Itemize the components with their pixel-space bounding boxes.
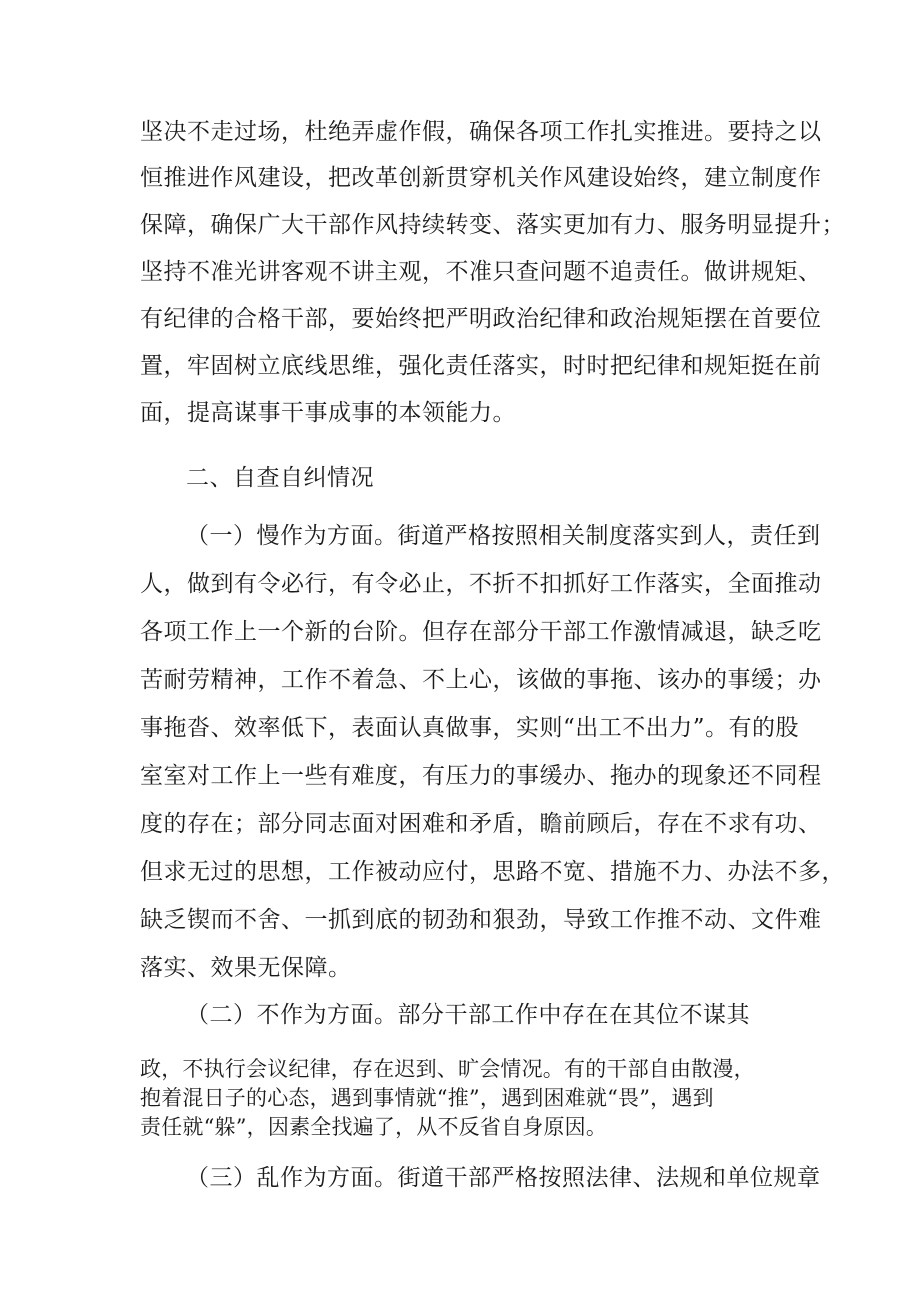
text-line: 但求无过的思想，工作被动应付，思路不宽、措施不力、办法不多， — [140, 859, 845, 885]
text-line: 缺乏锲而不舍、一抓到底的韧劲和狠劲，导致工作推不动、文件难 — [140, 907, 822, 933]
section-heading: 二、自查自纠情况 — [186, 465, 374, 491]
text-line: 事拖沓、效率低下，表面认真做事，实则“出工不出力”。有的股 — [140, 715, 800, 741]
text-line: 政，不执行会议纪律，存在迟到、旷会情况。有的干部自由散漫， — [140, 1057, 755, 1081]
text-line: 面，提高谋事干事成事的本领能力。 — [140, 400, 516, 426]
text-line: 落实、效果无保障。 — [140, 955, 352, 981]
text-line: 坚持不准光讲客观不讲主观，不准只查问题不追责任。做讲规矩、 — [140, 259, 822, 285]
paragraph-start: （一）慢作为方面。街道严格按照相关制度落实到人，责任到 — [186, 523, 821, 549]
text-line: 室室对工作上一些有难度，有压力的事缓办、拖办的现象还不同程 — [140, 763, 822, 789]
text-line: 保障，确保广大干部作风持续转变、落实更加有力、服务明显提升； — [140, 212, 845, 238]
text-line: 置，牢固树立底线思维，强化责任落实，时时把纪律和规矩挺在前 — [140, 353, 822, 379]
paragraph-start: （三）乱作为方面。街道干部严格按照法律、法规和单位规章 — [186, 1165, 821, 1191]
text-line: 人，做到有令必行，有令必止，不折不扣抓好工作落实，全面推动 — [140, 571, 822, 597]
text-line: 责任就“躲”，因素全找遍了，从不反省自身原因。 — [140, 1115, 608, 1139]
text-line: 抱着混日子的心态，遇到事情就“推”，遇到困难就“畏”，遇到 — [140, 1086, 714, 1110]
paragraph-start: （二）不作为方面。部分干部工作中存在在其位不谋其 — [186, 1002, 750, 1028]
text-line: 各项工作上一个新的台阶。但存在部分干部工作激情减退，缺乏吃 — [140, 619, 822, 645]
text-line: 苦耐劳精神，工作不着急、不上心，该做的事拖、该办的事缓；办 — [140, 667, 822, 693]
text-line: 有纪律的合格干部，要始终把严明政治纪律和政治规矩摆在首要位 — [140, 306, 822, 332]
text-line: 恒推进作风建设，把改革创新贯穿机关作风建设始终，建立制度作 — [140, 165, 822, 191]
text-line: 坚决不走过场，杜绝弄虚作假，确保各项工作扎实推进。要持之以 — [140, 119, 822, 145]
text-line: 度的存在；部分同志面对困难和矛盾，瞻前顾后，存在不求有功、 — [140, 811, 822, 837]
